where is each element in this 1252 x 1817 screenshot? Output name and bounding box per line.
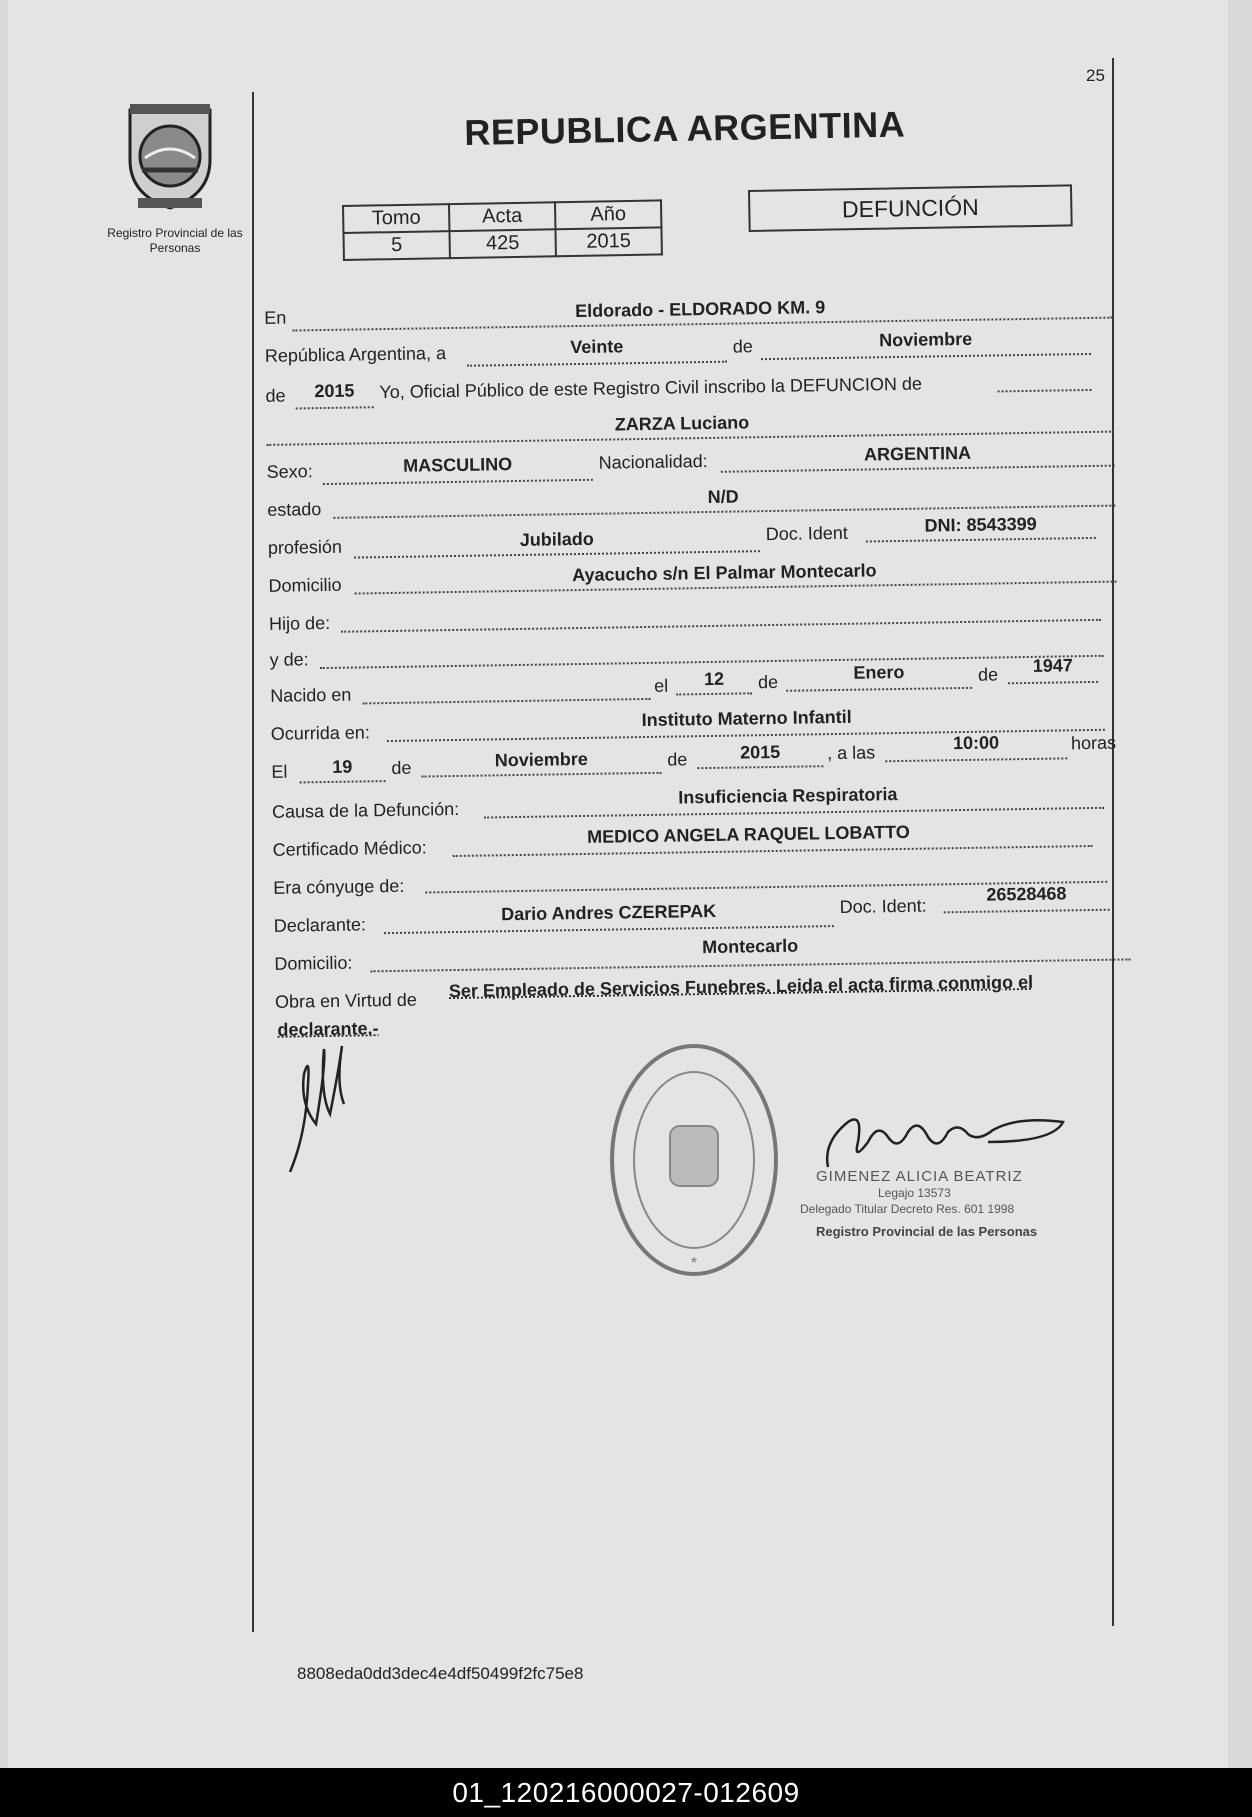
causa-label: Causa de la Defunción: [271, 798, 460, 822]
anio-header: Año [555, 200, 661, 229]
dia-value: Veinte [570, 336, 624, 358]
horas-label: horas [1070, 732, 1117, 754]
nacionalidad-value: ARGENTINA [863, 442, 972, 465]
obra-label: Obra en Virtud de [274, 989, 417, 1012]
document-title: REPUBLICA ARGENTINA [464, 103, 906, 153]
document-hash: 8808eda0dd3dec4e4df50499f2fc75e8 [297, 1664, 584, 1683]
nac-dia-value: 12 [703, 668, 725, 690]
anio-value: 2015 [314, 380, 355, 402]
nacionalidad-label: Nacionalidad: [598, 450, 708, 473]
hora-line [885, 757, 1067, 762]
causa-line [484, 807, 1104, 819]
def-anio-value: 2015 [739, 741, 781, 763]
def-dia-line [300, 780, 386, 783]
ocurrida-label: Ocurrida en: [270, 722, 371, 744]
official-title: Delegado Titular Decreto Res. 601 1998 [800, 1202, 1015, 1216]
profesion-label: profesión [267, 536, 343, 558]
mes-value: Noviembre [879, 328, 973, 351]
declarante-domicilio-value: Montecarlo [702, 935, 799, 958]
official-name: GIMENEZ ALICIA BEATRIZ [816, 1168, 1023, 1185]
de-label-3: de [757, 671, 779, 693]
def-mes-value: Noviembre [494, 748, 588, 771]
domicilio-label: Domicilio [268, 574, 342, 596]
acta-header: Acta [449, 202, 555, 231]
causa-value: Insuficiencia Respiratoria [678, 784, 898, 808]
mes-line [761, 353, 1091, 360]
anio-value: 2015 [555, 227, 661, 256]
dia-line [467, 361, 727, 367]
acta-value: 425 [449, 229, 555, 258]
yo-line [998, 389, 1092, 392]
de-label-2: de [265, 385, 286, 406]
def-dia-value: 19 [332, 756, 353, 777]
nacido-en-label: Nacido en [270, 684, 352, 706]
official-legajo: Legajo 13573 [878, 1186, 951, 1200]
nac-mes-line [786, 687, 972, 692]
official-registry: Registro Provincial de las Personas [816, 1224, 1038, 1239]
anio-line [296, 406, 374, 409]
official-signature [818, 1102, 1068, 1172]
nac-anio-value: 1947 [1032, 655, 1074, 676]
nacido-en-line [362, 698, 650, 705]
svg-text:*: * [690, 1255, 698, 1272]
sexo-value: MASCULINO [402, 454, 513, 476]
lugar-value: Eldorado - ELDORADO KM. 9 [575, 297, 826, 322]
sexo-label: Sexo: [266, 461, 313, 482]
declarante-line [384, 925, 834, 934]
page-number: 25 [1086, 66, 1105, 85]
def-anio-line [697, 765, 823, 769]
obra-value-2: declarante.- [277, 1018, 379, 1040]
domicilio-value: Ayacucho s/n El Palmar Montecarlo [571, 560, 877, 586]
domicilio2-label: Domicilio: [274, 952, 353, 974]
a-las-label: , a las [827, 742, 876, 764]
el2-label: El [271, 761, 288, 782]
doc-ident-label: Doc. Ident [765, 522, 848, 545]
hora-value: 10:00 [952, 732, 1000, 754]
def-mes-line [421, 772, 661, 778]
declarante-value: Dario Andres CZEREPAK [500, 900, 717, 925]
certificado-value: MEDICO ANGELA RAQUEL LOBATTO [586, 821, 910, 847]
y-de-label: y de: [269, 649, 309, 670]
de-label-1: de [732, 336, 753, 357]
documento-value: DNI: 8543399 [924, 513, 1037, 536]
certificado-label: Certificado Médico: [272, 837, 427, 860]
ocurrida-value: Instituto Materno Infantil [641, 706, 852, 731]
declarante-doc-value: 26528468 [986, 883, 1067, 905]
hijo-de-line [341, 619, 1101, 633]
declarant-signature [286, 1044, 356, 1174]
estado-label: estado [267, 499, 322, 520]
record-type-box: DEFUNCIÓN [748, 184, 1073, 232]
documento-line [866, 537, 1096, 543]
de-label-6: de [667, 749, 688, 770]
obra-value: Ser Empleado de Servicios Funebres. Leida el acta firma conmigo el [448, 971, 1034, 1002]
logo-caption: Registro Provincial de las Personas [107, 226, 243, 255]
conyuge-label: Era cónyuge de: [273, 875, 405, 898]
profesion-value: Jubilado [519, 528, 594, 550]
de-label-4: de [977, 664, 999, 685]
domicilio2-line [371, 958, 1131, 972]
declarante-label: Declarante: [273, 914, 367, 936]
republica-label: República Argentina, a [264, 343, 447, 366]
hijo-de-label: Hijo de: [268, 612, 331, 634]
tomo-header: Tomo [343, 204, 449, 233]
footer-id: 01_120216000027-012609 [0, 1768, 1252, 1817]
estado-value: N/D [707, 486, 739, 507]
declarante-doc-line [944, 909, 1110, 914]
en-label: En [264, 307, 287, 328]
doc-ident2-label: Doc. Ident: [839, 895, 927, 917]
tomo-value: 5 [343, 231, 449, 260]
nac-mes-value: Enero [853, 661, 905, 683]
yo-label: Yo, Oficial Público de este Registro Civil inscribo la DEFUNCION de [379, 373, 923, 403]
difunto-value: ZARZA Luciano [614, 412, 750, 435]
registry-stamp [606, 1040, 782, 1280]
nac-anio-line [1008, 681, 1098, 684]
el-label: el [653, 675, 669, 696]
sexo-line [323, 479, 593, 485]
nac-dia-line [676, 692, 752, 695]
de-label-5: de [391, 757, 412, 778]
